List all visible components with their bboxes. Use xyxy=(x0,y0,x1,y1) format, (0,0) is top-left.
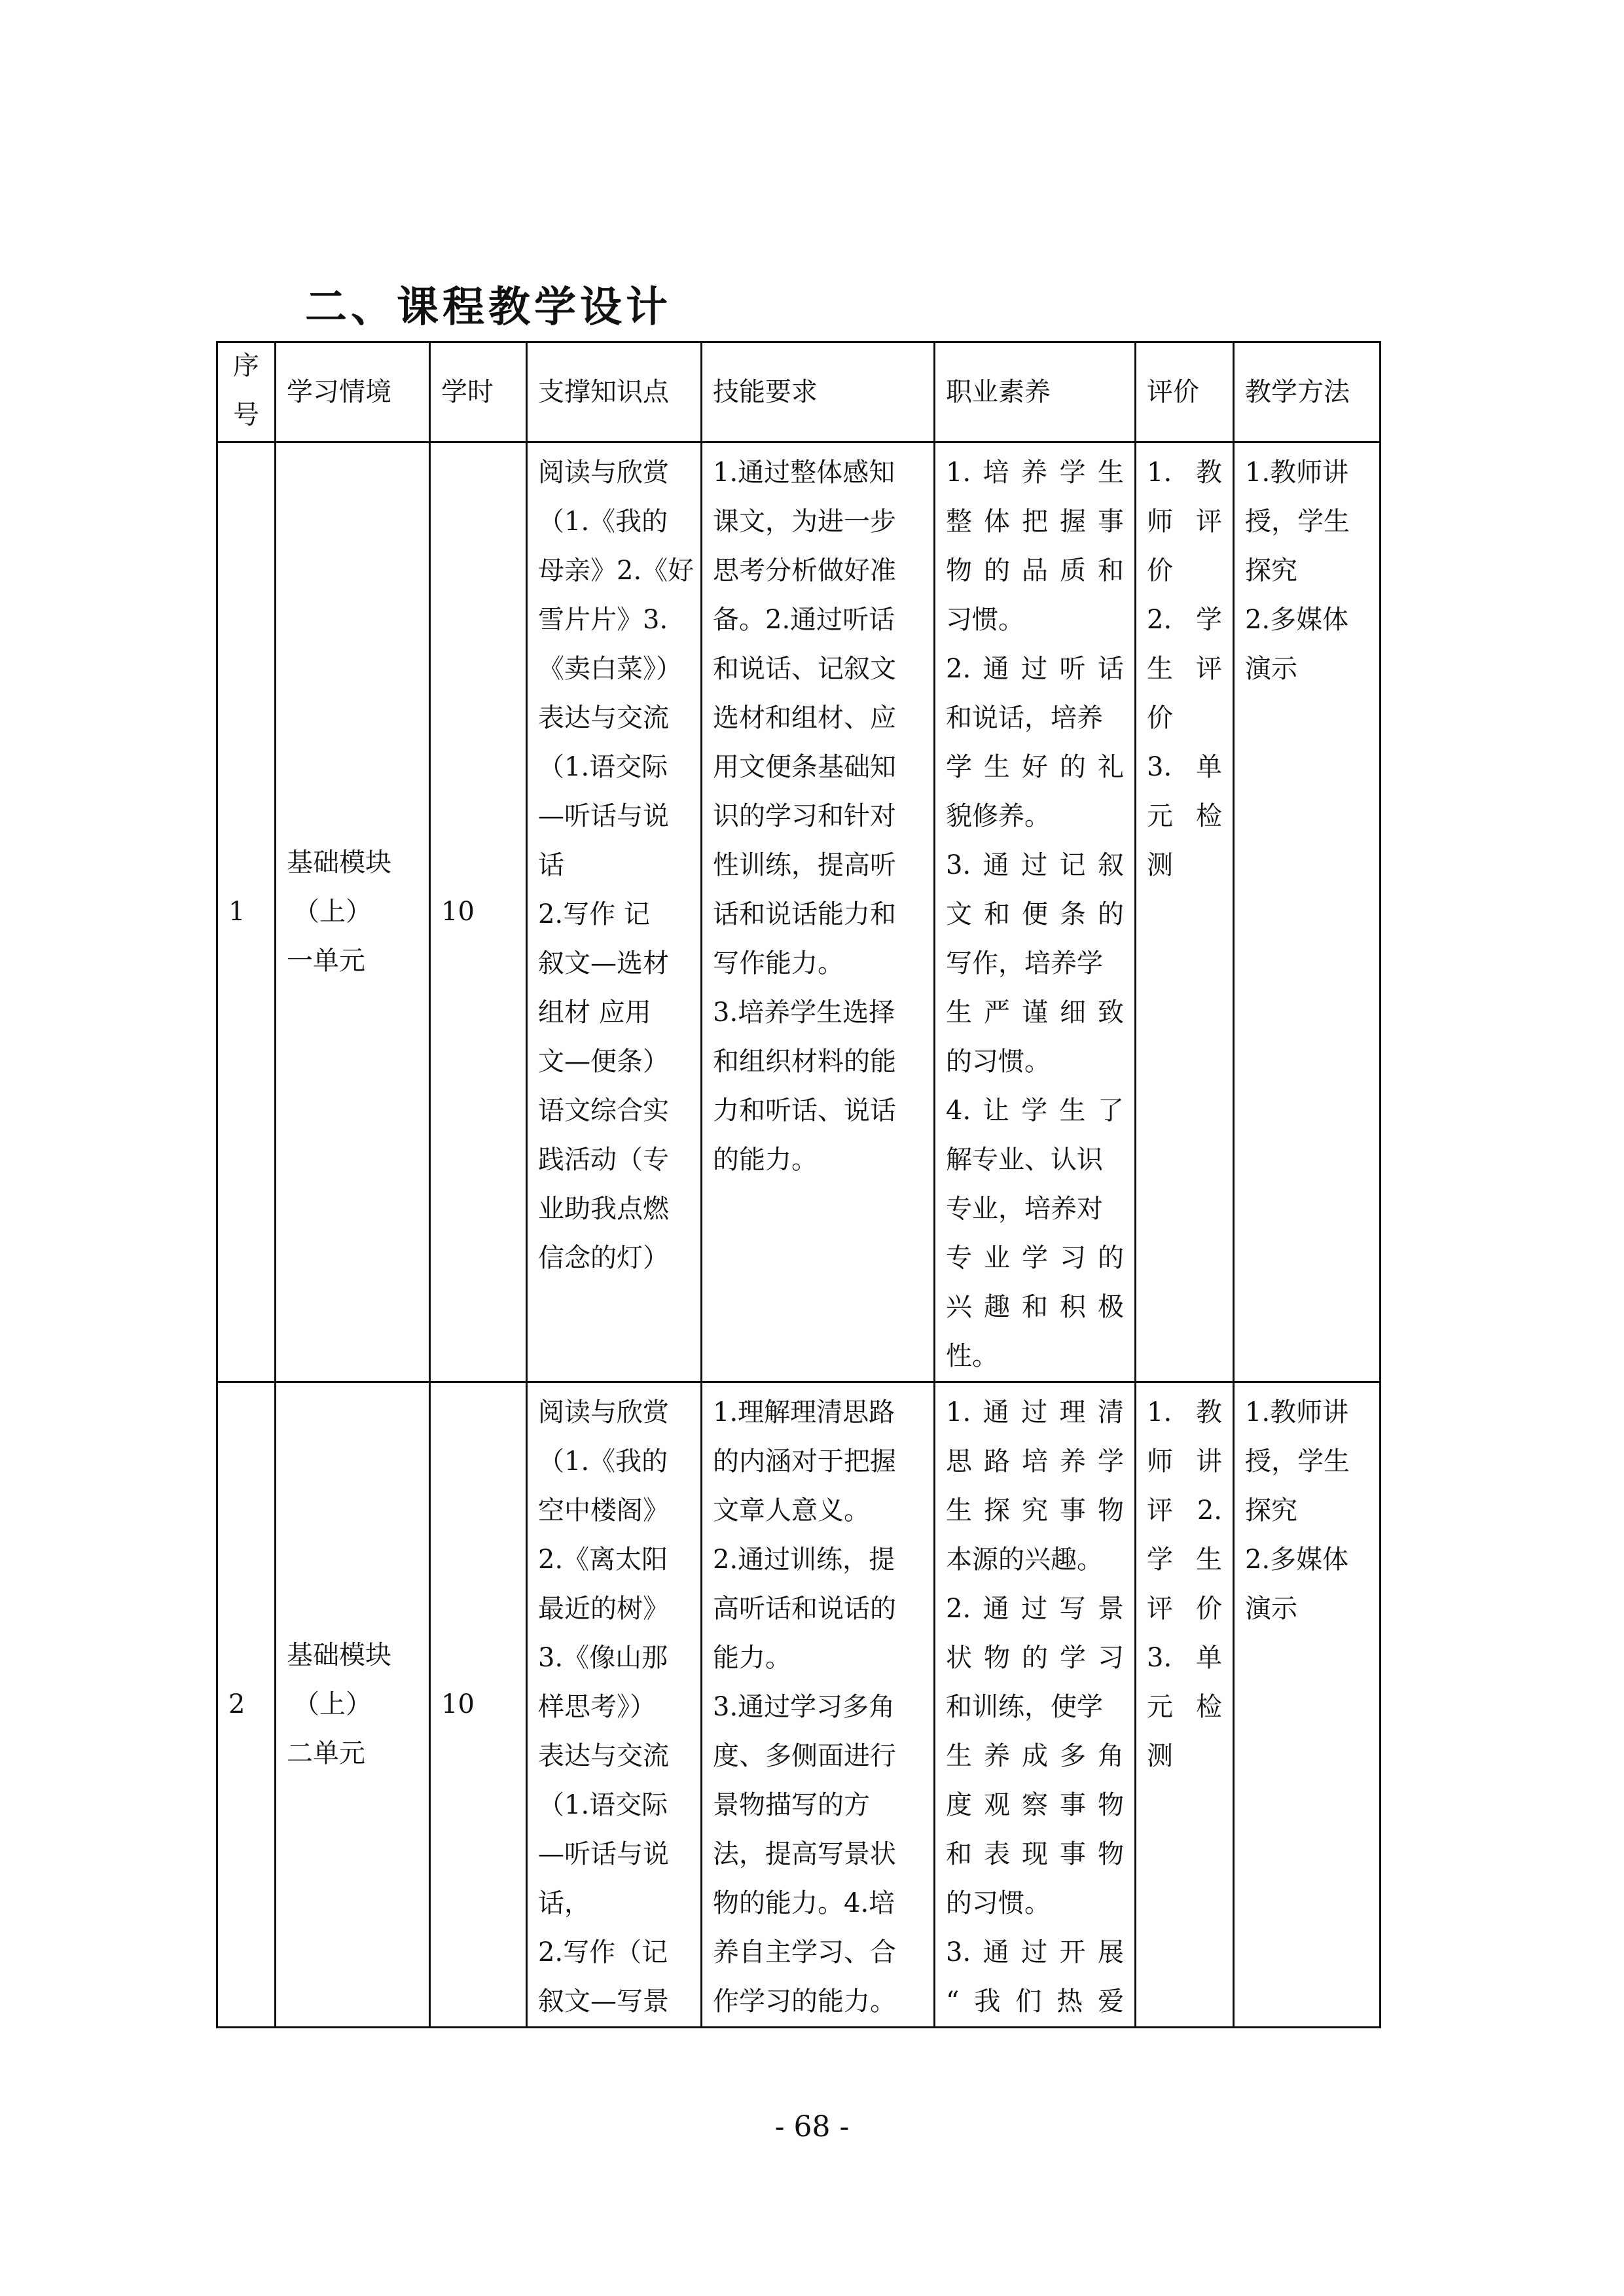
quality-line: 2.通过写景 xyxy=(946,1594,1124,1624)
row-no-cell: 1 xyxy=(217,442,276,1382)
row-skills-cell xyxy=(702,442,935,1382)
knowledge-line: 文—便条） xyxy=(538,1047,669,1077)
row-evaluation-cell xyxy=(1136,442,1234,1382)
skills-line: 课文，为进一步 xyxy=(713,507,896,537)
row-method-cell xyxy=(1234,442,1380,1382)
knowledge-line: 叙文—写景 xyxy=(538,1986,669,2017)
header-hours: 学时 xyxy=(430,342,527,442)
knowledge-line: 2.写作（记 xyxy=(538,1937,668,1967)
skills-line: 备。2.通过听话 xyxy=(713,605,895,635)
quality-line: 学生好的礼 xyxy=(946,752,1124,782)
skills-line: 1.通过整体感知 xyxy=(713,457,895,488)
row-method-cell xyxy=(1234,1382,1380,2028)
header-skills: 技能要求 xyxy=(702,342,935,442)
quality-line: 的习惯。 xyxy=(946,1888,1051,1918)
quality-line: 1.培养学生 xyxy=(946,457,1124,488)
row-quality-cell xyxy=(935,1382,1136,2028)
method-line: 演示 xyxy=(1245,1594,1297,1624)
quality-line: 状物的学习 xyxy=(946,1643,1124,1673)
method-line: 1.教师讲 xyxy=(1245,457,1349,488)
header-situation: 学习情境 xyxy=(276,342,430,442)
skills-line: 思考分析做好准 xyxy=(713,556,896,586)
evaluation-line: 价 xyxy=(1147,703,1173,733)
knowledge-line: 2.写作 记 xyxy=(538,899,650,929)
quality-line: 性。 xyxy=(946,1341,998,1371)
skills-line: 高听话和说话的 xyxy=(713,1594,896,1624)
situation-line: 二单元 xyxy=(287,1738,365,1768)
quality-line: “我们热爱 xyxy=(946,1986,1124,2017)
knowledge-line: （1.《我的 xyxy=(538,1446,668,1477)
knowledge-line: 表达与交流 xyxy=(538,1741,669,1771)
evaluation-line: 生评 xyxy=(1147,654,1222,684)
knowledge-line: —听话与说 xyxy=(538,1839,669,1869)
knowledge-line: （1.《我的 xyxy=(538,507,668,537)
skills-line: 3.通过学习多角 xyxy=(713,1692,895,1722)
quality-line: 1.通过理清 xyxy=(946,1397,1124,1427)
quality-line: 3.通过记叙 xyxy=(946,850,1124,880)
skills-line: 景物描写的方 xyxy=(713,1790,870,1820)
skills-line: 法，提高写景状 xyxy=(713,1839,896,1869)
quality-line: 和表现事物 xyxy=(946,1839,1124,1869)
page-number: - 68 - xyxy=(774,2110,850,2144)
row-knowledge-cell xyxy=(527,1382,702,2028)
knowledge-line: 样思考》） xyxy=(538,1692,656,1722)
situation-line: 一单元 xyxy=(287,946,365,976)
quality-line: 4.让学生了 xyxy=(946,1096,1124,1126)
evaluation-line: 2.学 xyxy=(1147,605,1222,635)
evaluation-line: 师评 xyxy=(1147,507,1222,537)
knowledge-line: 最近的树》 xyxy=(538,1594,669,1624)
quality-line: 的习惯。 xyxy=(946,1047,1051,1077)
skills-line: 能力。 xyxy=(713,1643,791,1673)
quality-line: 写作，培养学 xyxy=(946,948,1103,978)
method-line: 2.多媒体 xyxy=(1245,605,1349,635)
quality-line: 本源的兴趣。 xyxy=(946,1545,1103,1575)
knowledge-line: —听话与说 xyxy=(538,801,669,831)
skills-line: 识的学习和针对 xyxy=(713,801,896,831)
skills-line: 性训练，提高听 xyxy=(713,850,896,880)
row-no-cell: 2 xyxy=(217,1382,276,2028)
row-quality-cell xyxy=(935,442,1136,1382)
row-knowledge-cell xyxy=(527,442,702,1382)
evaluation-line: 价 xyxy=(1147,556,1173,586)
knowledge-line: 阅读与欣赏 xyxy=(538,1397,669,1427)
method-line: 探究 xyxy=(1245,1496,1297,1526)
header-no-line: 序 xyxy=(233,351,259,381)
situation-line: 基础模块 xyxy=(287,1640,391,1670)
knowledge-line: 业助我点燃 xyxy=(538,1194,669,1224)
evaluation-line: 元检 xyxy=(1147,801,1222,831)
header-row xyxy=(217,342,1380,442)
skills-line: 和说话、记叙文 xyxy=(713,654,896,684)
skills-line: 用文便条基础知 xyxy=(713,752,896,782)
quality-line: 专业学习的 xyxy=(946,1243,1124,1273)
knowledge-line: 组材 应用 xyxy=(538,997,651,1028)
knowledge-line: （1.语交际 xyxy=(538,752,668,782)
skills-line: 3.培养学生选择 xyxy=(713,997,895,1028)
skills-line: 的内涵对于把握 xyxy=(713,1446,896,1477)
method-line: 2.多媒体 xyxy=(1245,1545,1349,1575)
knowledge-line: 信念的灯） xyxy=(538,1243,669,1273)
quality-line: 生严谨细致 xyxy=(946,997,1124,1028)
skills-line: 养自主学习、合 xyxy=(713,1937,896,1967)
knowledge-line: 语文综合实 xyxy=(538,1096,669,1126)
knowledge-line: 话 xyxy=(538,850,564,880)
situation-line: （上） xyxy=(293,1689,372,1719)
row-evaluation-cell xyxy=(1136,1382,1234,2028)
skills-line: 文章人意义。 xyxy=(713,1496,870,1526)
row-skills-cell xyxy=(702,1382,935,2028)
knowledge-line: 践活动（专 xyxy=(538,1145,669,1175)
quality-line: 习惯。 xyxy=(946,605,1024,635)
skills-line: 1.理解理清思路 xyxy=(713,1397,895,1427)
evaluation-line: 测 xyxy=(1147,1741,1173,1771)
header-no-line: 号 xyxy=(233,400,259,430)
quality-line: 专业，培养对 xyxy=(946,1194,1103,1224)
skills-line: 选材和组材、应 xyxy=(713,703,896,733)
situation-line: 基础模块 xyxy=(287,848,391,878)
knowledge-line: 空中楼阁》 xyxy=(538,1496,669,1526)
quality-line: 和训练，使学 xyxy=(946,1692,1103,1722)
knowledge-line: 表达与交流 xyxy=(538,703,669,733)
skills-line: 和组织材料的能 xyxy=(713,1047,896,1077)
knowledge-line: 2.《离太阳 xyxy=(538,1545,668,1575)
method-line: 探究 xyxy=(1245,556,1297,586)
evaluation-line: 测 xyxy=(1147,850,1173,880)
header-quality: 职业素养 xyxy=(935,342,1136,442)
knowledge-line: 母亲》2.《好 xyxy=(538,556,695,586)
quality-line: 物的品质和 xyxy=(946,556,1124,586)
row-situation-cell xyxy=(276,1382,430,2028)
skills-line: 话和说话能力和 xyxy=(713,899,896,929)
knowledge-line: 《卖白菜》） xyxy=(538,654,682,684)
quality-line: 兴趣和积极 xyxy=(946,1292,1124,1322)
knowledge-line: 3.《像山那 xyxy=(538,1643,668,1673)
quality-line: 度观察事物 xyxy=(946,1790,1124,1820)
method-line: 授，学生 xyxy=(1245,507,1350,537)
evaluation-line: 3.单 xyxy=(1147,752,1222,782)
quality-line: 文和便条的 xyxy=(946,899,1124,929)
course-design-table xyxy=(216,341,1381,2028)
evaluation-line: 评价 xyxy=(1147,1594,1222,1624)
quality-line: 3.通过开展 xyxy=(946,1937,1124,1967)
header-no xyxy=(217,342,276,442)
quality-line: 2.通过听话 xyxy=(946,654,1124,684)
method-line: 1.教师讲 xyxy=(1245,1397,1349,1427)
quality-line: 和说话，培养 xyxy=(946,703,1103,733)
quality-line: 生养成多角 xyxy=(946,1741,1124,1771)
evaluation-line: 评 2. xyxy=(1147,1496,1222,1526)
skills-line: 度、多侧面进行 xyxy=(713,1741,896,1771)
table-row xyxy=(217,442,1380,1382)
section-title: 二、课程教学设计 xyxy=(305,283,672,332)
knowledge-line: 阅读与欣赏 xyxy=(538,457,669,488)
evaluation-line: 3.单 xyxy=(1147,1643,1222,1673)
evaluation-line: 1.教 xyxy=(1147,457,1222,488)
quality-line: 生探究事物 xyxy=(946,1496,1124,1526)
knowledge-line: （1.语交际 xyxy=(538,1790,668,1820)
situation-line: （上） xyxy=(293,897,372,927)
skills-line: 写作能力。 xyxy=(713,948,844,978)
skills-line: 的能力。 xyxy=(713,1145,818,1175)
quality-line: 解专业、认识 xyxy=(946,1145,1103,1175)
row-situation-cell xyxy=(276,442,430,1382)
table-row xyxy=(217,1382,1380,2028)
skills-line: 力和听话、说话 xyxy=(713,1096,896,1126)
method-line: 授，学生 xyxy=(1245,1446,1350,1477)
knowledge-line: 话， xyxy=(538,1888,590,1918)
evaluation-line: 1.教 xyxy=(1147,1397,1222,1427)
skills-line: 2.通过训练，提 xyxy=(713,1545,895,1575)
header-evaluation: 评价 xyxy=(1136,342,1234,442)
quality-line: 貌修养。 xyxy=(946,801,1051,831)
method-line: 演示 xyxy=(1245,654,1297,684)
quality-line: 整体把握事 xyxy=(946,507,1124,537)
skills-line: 物的能力。4.培 xyxy=(713,1888,895,1918)
row-hours-cell: 10 xyxy=(430,1382,527,2028)
header-method: 教学方法 xyxy=(1234,342,1380,442)
header-knowledge: 支撑知识点 xyxy=(527,342,702,442)
evaluation-line: 学生 xyxy=(1147,1545,1222,1575)
evaluation-line: 元检 xyxy=(1147,1692,1222,1722)
skills-line: 作学习的能力。 xyxy=(713,1986,896,2017)
quality-line: 思路培养学 xyxy=(946,1446,1124,1477)
row-hours-cell: 10 xyxy=(430,442,527,1382)
knowledge-line: 雪片片》3. xyxy=(538,605,668,635)
knowledge-line: 叙文—选材 xyxy=(538,948,669,978)
evaluation-line: 师讲 xyxy=(1147,1446,1222,1477)
